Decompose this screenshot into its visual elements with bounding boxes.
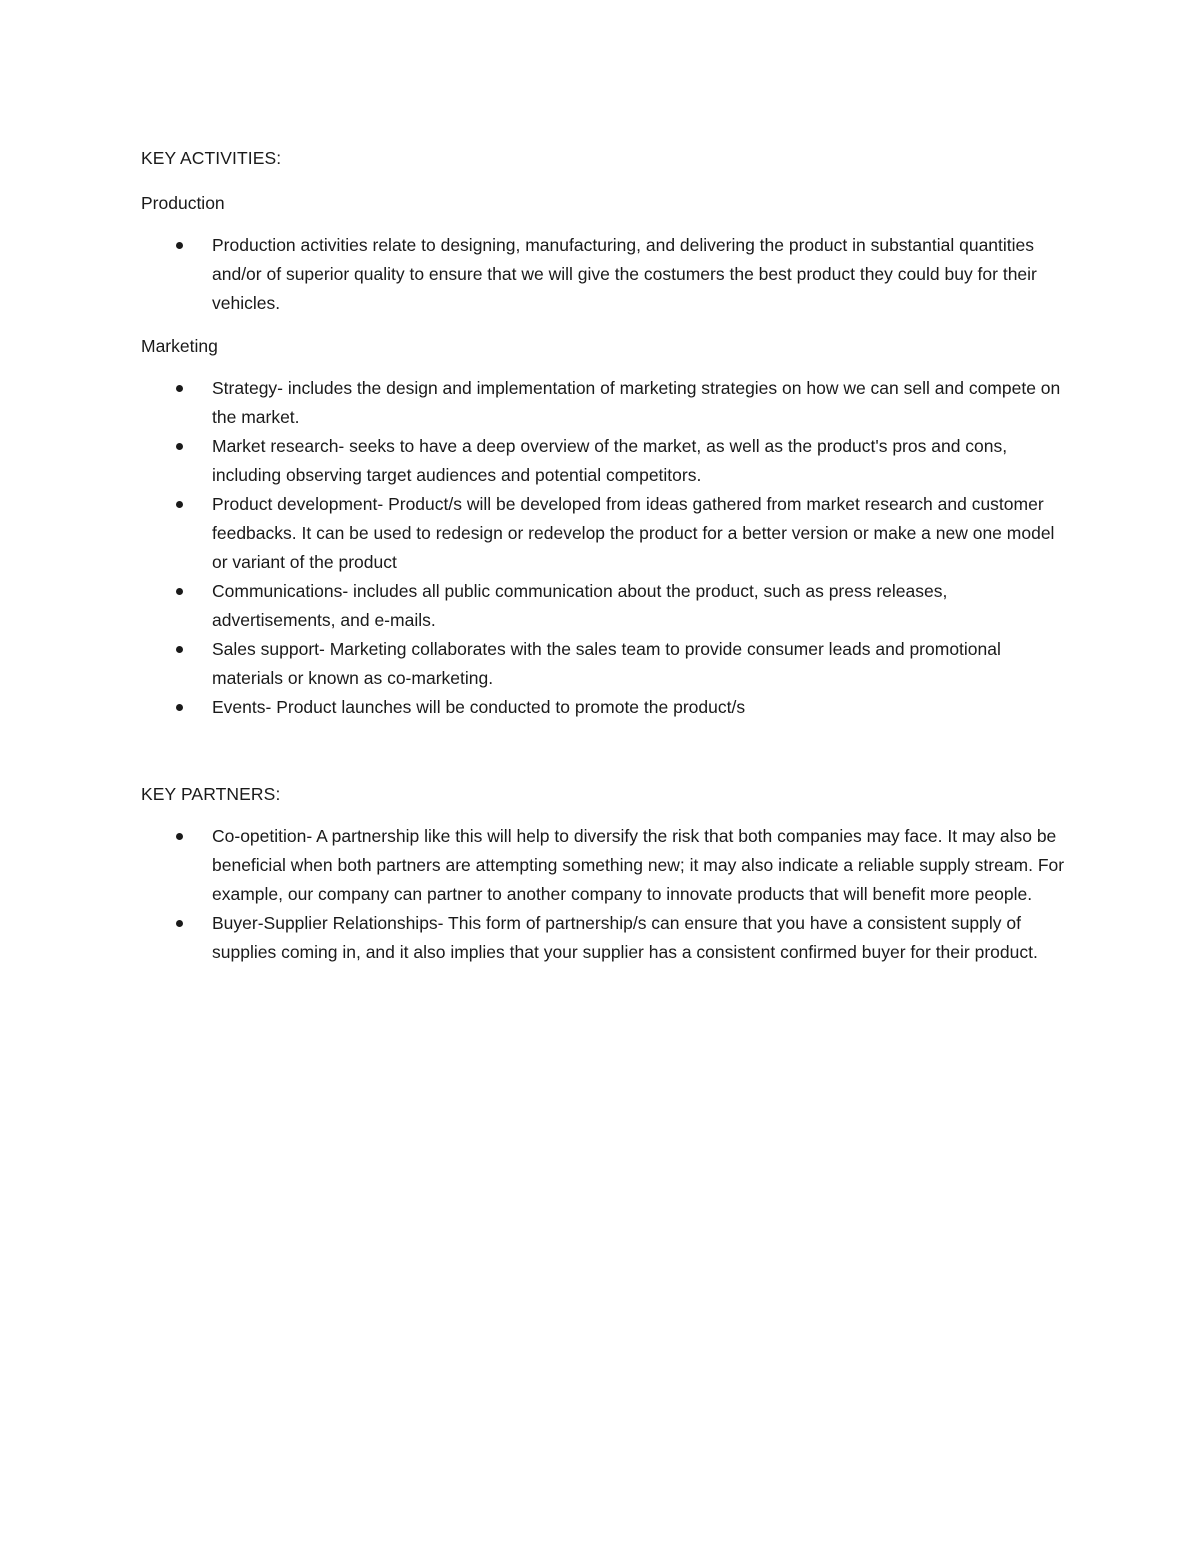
production-list [141,231,1071,318]
bullet-icon [176,385,183,392]
production-subheading: Production [141,193,225,213]
list-item-text: Events- Product launches will be conducted to promote the product/s [212,697,746,717]
list-item-text: Product development- Product/s will be developed from ideas gathered from market research and customer feedbacks. It can be used to redesign or redevelop the product for a better version or make a new one model or variant of the product [212,494,1055,572]
marketing-list [141,374,1071,722]
key-partners-heading: KEY PARTNERS: [141,784,281,804]
document-body [141,144,1071,967]
list-item-text: Communications- includes all public communication about the product, such as press releases, advertisements, and e-mails. [212,581,948,630]
bullet-icon [176,443,183,450]
marketing-subheading: Marketing [141,336,218,356]
list-item [141,432,1071,490]
list-item [141,822,1071,909]
list-item-text: Strategy- includes the design and implementation of marketing strategies on how we can sell and compete on the market. [212,378,1061,427]
list-item [141,490,1071,577]
list-item [141,374,1071,432]
bullet-icon [176,833,183,840]
list-item-text: Market research- seeks to have a deep overview of the market, as well as the product's pros and cons, including observing target audiences and potential competitors. [212,436,1008,485]
list-item-text: Co-opetition- A partnership like this will help to diversify the risk that both companies may face. It may also be beneficial when both partners are attempting something new; it may also indicate a reliable supply stream. For example, our company can partner to another company to innovate products that will benefit more people. [212,826,1065,904]
bullet-icon [176,242,183,249]
bullet-icon [176,920,183,927]
list-item-text: Buyer-Supplier Relationships- This form of partnership/s can ensure that you have a consistent supply of supplies coming in, and it also implies that your supplier has a consistent confirmed buyer for their product. [212,913,1038,962]
bullet-icon [176,704,183,711]
list-item-text: Sales support- Marketing collaborates with the sales team to provide consumer leads and promotional materials or known as co-marketing. [212,639,1001,688]
list-item [141,693,1071,722]
bullet-icon [176,501,183,508]
key-activities-heading: KEY ACTIVITIES: [141,148,282,168]
bullet-icon [176,646,183,653]
list-item [141,577,1071,635]
list-item [141,909,1071,967]
list-item [141,635,1071,693]
bullet-icon [176,588,183,595]
list-item [141,231,1071,318]
partners-list [141,822,1071,967]
list-item-text: Production activities relate to designing, manufacturing, and delivering the product in substantial quantities and/or of superior quality to ensure that we will give the costumers the best product they could buy for their vehicles. [212,235,1037,313]
